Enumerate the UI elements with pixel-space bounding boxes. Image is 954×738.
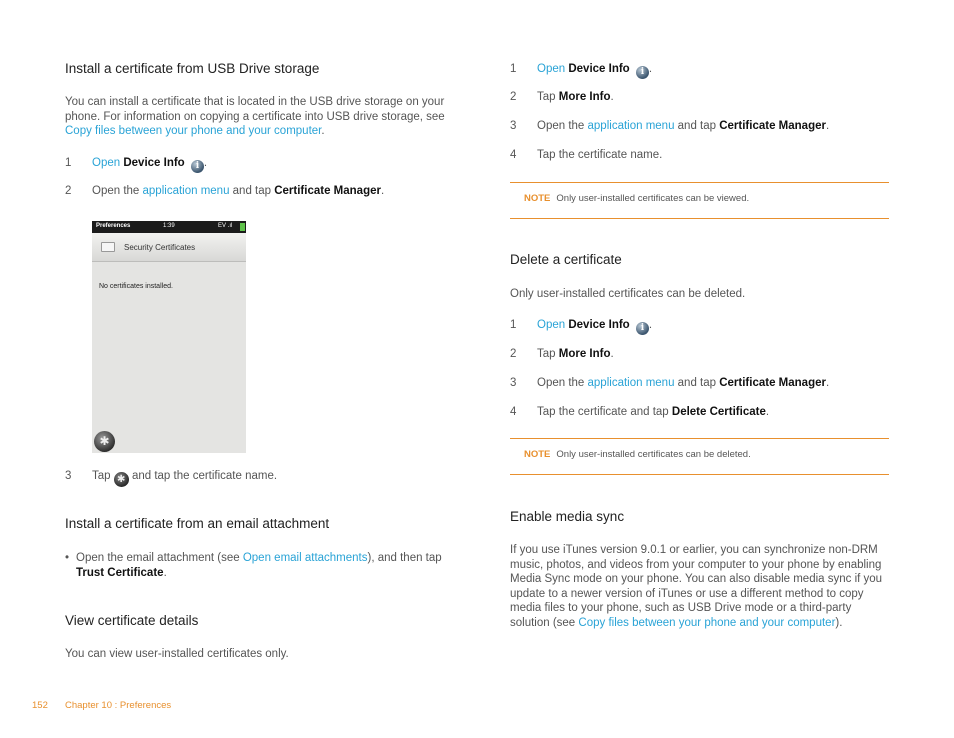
phone-screenshot	[92, 221, 246, 453]
delete-heading: Delete a certificate	[510, 252, 622, 267]
note2-rule-top	[510, 438, 889, 439]
email-heading: Install a certificate from an email attachment	[65, 516, 330, 531]
delete-paragraph: Only user-installed certificates can be deleted.	[510, 288, 746, 300]
note-viewed: NOTE Only user-installed certificates can be viewed.	[524, 193, 750, 204]
screen-header	[92, 233, 246, 262]
view-heading: View certificate details	[65, 613, 199, 628]
menu-icon: ✱	[114, 472, 129, 487]
device-info-icon: i	[191, 160, 204, 173]
usb-heading: Install a certificate from USB Drive storage	[65, 61, 320, 76]
sync-heading: Enable media sync	[510, 509, 625, 524]
open-link[interactable]: Open	[537, 319, 566, 331]
note-deleted: NOTE Only user-installed certificates can be deleted.	[524, 449, 751, 460]
view-paragraph: You can view user-installed certificates only.	[65, 648, 289, 660]
open-link[interactable]: Open	[92, 157, 121, 169]
device-info-icon: i	[636, 66, 649, 79]
open-email-attachments-link[interactable]: Open email attachments	[242, 552, 368, 564]
screen-title: Security Certificates	[124, 243, 196, 252]
email-bullet: • Open the email attachment (see Open email attachments), and then tap Trust Certificate.	[65, 552, 442, 579]
note-rule-bottom	[510, 218, 889, 219]
page-number: 152	[32, 700, 48, 711]
chapter-label: Chapter 10 : Preferences	[65, 700, 172, 711]
app-menu-icon[interactable]: ✱	[94, 431, 115, 452]
certificate-icon	[101, 242, 115, 252]
application-menu-link[interactable]: application menu	[587, 377, 675, 389]
status-bar	[92, 221, 246, 233]
application-menu-link[interactable]: application menu	[587, 120, 675, 132]
sync-paragraph: If you use iTunes version 9.0.1 or earlier, you can synchronize non-DRM music, photos, and videos from your computer to your phone by enabling Media Sync mode on your phone. You can also disable media sync if you update to a newer version of iTunes or use a different method to copy media files to your phone, such as USB Drive mode or a third-party solution (see Copy files between your phone and your computer).	[510, 544, 883, 629]
note-rule-top	[510, 182, 889, 183]
copy-files-link[interactable]: Copy files between your phone and your computer	[578, 616, 836, 629]
device-info-icon: i	[636, 322, 649, 335]
open-link[interactable]: Open	[537, 63, 566, 75]
copy-files-link[interactable]: Copy files between your phone and your computer	[65, 125, 322, 138]
empty-state: No certificates installed.	[99, 283, 173, 290]
signal-icon: EV .ıl	[218, 223, 233, 229]
clock: 1:39	[163, 223, 175, 229]
app-name: Preferences	[96, 223, 131, 229]
application-menu-link[interactable]: application menu	[142, 185, 230, 197]
battery-icon	[240, 223, 245, 231]
note2-rule-bottom	[510, 474, 889, 475]
usb-paragraph: You can install a certificate that is located in the USB drive storage on your phone. For information on copying a certificate into USB drive storage, see Copy files between your phone and your computer.	[65, 96, 445, 138]
